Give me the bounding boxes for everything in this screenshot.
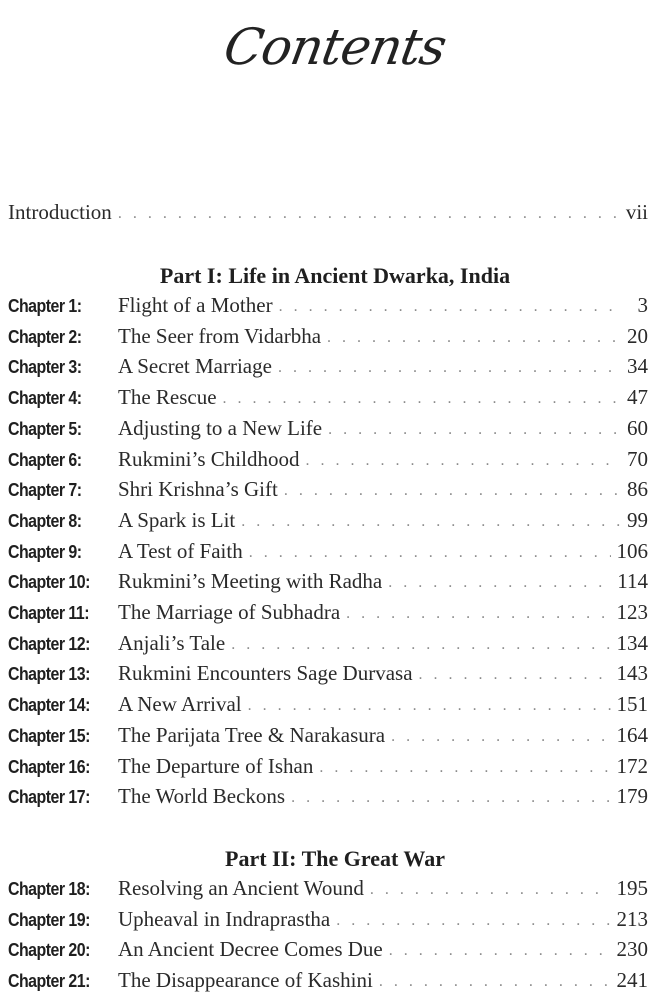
chapter-label: Chapter 20: [8,939,90,961]
toc-entry-chapter[interactable] [8,508,648,538]
page-number: 151 [616,692,648,717]
chapter-label: Chapter 8: [8,509,82,531]
chapter-title: Adjusting to a New Life [118,415,323,440]
page-number: 34 [627,354,648,379]
page-number: vii [625,200,648,224]
toc-entry-chapter[interactable] [8,324,648,354]
page-number: 213 [616,906,648,931]
page-number: 172 [616,753,648,778]
toc-entry-chapter[interactable] [8,569,648,599]
page-number: 114 [617,569,648,594]
page-number: 179 [616,784,648,809]
toc-entry-chapter[interactable] [8,723,648,753]
toc-entry-chapter[interactable] [8,692,648,722]
chapter-title: A Test of Faith [118,538,243,563]
dot-leader [291,789,610,807]
chapter-label: Chapter 17: [8,786,90,808]
toc-entry-chapter[interactable] [8,600,648,630]
chapter-label: Chapter 14: [8,694,90,716]
toc-entry-chapter[interactable] [8,447,648,477]
page-number: 195 [616,876,648,900]
dot-leader [370,881,611,899]
dot-leader [327,329,621,347]
dot-leader [391,728,610,746]
toc-entry-chapter[interactable] [8,784,648,814]
page-number: 123 [616,600,648,624]
page-number: 60 [627,415,648,440]
toc-entry-chapter[interactable] [8,754,648,784]
page-number: 3 [637,293,648,317]
toc-entry-introduction[interactable] [8,200,648,230]
dot-leader [279,298,622,316]
chapter-label: Chapter 5: [8,417,82,439]
dot-leader [388,574,611,592]
toc-entry-chapter[interactable] [8,937,648,967]
chapter-label: Chapter 6: [8,448,82,470]
chapter-label: Chapter 13: [8,663,90,685]
page-number: 20 [627,323,648,348]
part-heading-2: Part II: The Great War [225,846,445,871]
dot-leader [284,482,621,500]
toc-entry-chapter[interactable] [8,539,648,569]
page-number: 230 [616,937,648,962]
dot-leader [118,205,620,223]
dot-leader [379,973,611,991]
chapter-label: Chapter 15: [8,724,90,746]
dot-leader [346,605,610,623]
chapter-title: A Secret Marriage [118,354,272,379]
page-number: 134 [616,630,648,655]
chapter-title: Flight of a Mother [118,293,273,317]
page-number: 164 [616,722,648,747]
dot-leader [336,912,610,930]
toc-entry-chapter[interactable] [8,293,648,323]
dot-leader [419,666,611,684]
chapter-label: Chapter 12: [8,632,90,654]
dot-leader [223,390,621,408]
page-title: Contents [219,18,451,76]
dot-leader [241,513,621,531]
page-number: 99 [627,507,648,532]
toc-entry-chapter[interactable] [8,661,648,691]
toc-entry-chapter[interactable] [8,416,648,446]
page-number: 86 [627,477,648,502]
chapter-label: Chapter 4: [8,387,82,409]
toc-entry-chapter[interactable] [8,477,648,507]
chapter-title: The Parijata Tree & Narakasura [118,722,386,747]
chapter-title: Upheaval in Indraprastha [118,906,331,931]
chapter-label: Chapter 10: [8,571,90,593]
dot-leader [319,759,610,777]
toc-entry-chapter[interactable] [8,354,648,384]
chapter-label: Chapter 3: [8,356,82,378]
chapter-title: The Marriage of Subhadra [118,600,341,624]
chapter-title: A Spark is Lit [118,507,236,532]
chapter-label: Chapter 21: [8,970,90,992]
toc-entry-chapter[interactable] [8,876,648,906]
toc-entry-chapter[interactable] [8,385,648,415]
chapter-title: An Ancient Decree Comes Due [118,937,383,962]
dot-leader [305,452,621,470]
chapter-label: Chapter 9: [8,540,82,562]
chapter-title: Resolving an Ancient Wound [118,876,364,900]
page-number: 106 [616,538,648,563]
dot-leader [248,697,611,715]
chapter-label: Chapter 2: [8,325,82,347]
dot-leader [328,421,621,439]
dot-leader [278,359,621,377]
entry-title: Introduction [8,200,112,224]
chapter-label: Chapter 7: [8,479,82,501]
chapter-title: Shri Krishna’s Gift [118,477,278,502]
chapter-title: The Rescue [118,385,217,410]
page-number: 241 [616,968,648,993]
page-number: 70 [627,446,648,471]
chapter-title: The Departure of Ishan [118,753,314,778]
page-number: 47 [627,385,648,410]
chapter-title: The Seer from Vidarbha [118,323,322,348]
part-heading-1: Part I: Life in Ancient Dwarka, India [159,263,511,288]
chapter-label: Chapter 18: [8,878,90,899]
chapter-label: Chapter 16: [8,755,90,777]
chapter-title: A New Arrival [118,692,242,717]
chapter-label: Chapter 1: [8,295,82,316]
chapter-label: Chapter 11: [8,602,89,623]
chapter-title: Anjali’s Tale [118,630,226,655]
chapter-title: Rukmini’s Childhood [118,446,300,471]
toc-entry-chapter[interactable] [8,631,648,661]
chapter-title: Rukmini Encounters Sage Durvasa [118,661,413,686]
dot-leader [231,636,610,654]
dot-leader [249,544,611,562]
chapter-title: Rukmini’s Meeting with Radha [118,569,383,594]
chapter-title: The Disappearance of Kashini [118,968,373,993]
toc-entry-chapter[interactable] [8,907,648,937]
page-number: 143 [616,661,648,686]
toc-entry-chapter[interactable] [8,968,648,998]
dot-leader [389,942,611,960]
chapter-title: The World Beckons [118,784,286,809]
chapter-label: Chapter 19: [8,908,90,930]
